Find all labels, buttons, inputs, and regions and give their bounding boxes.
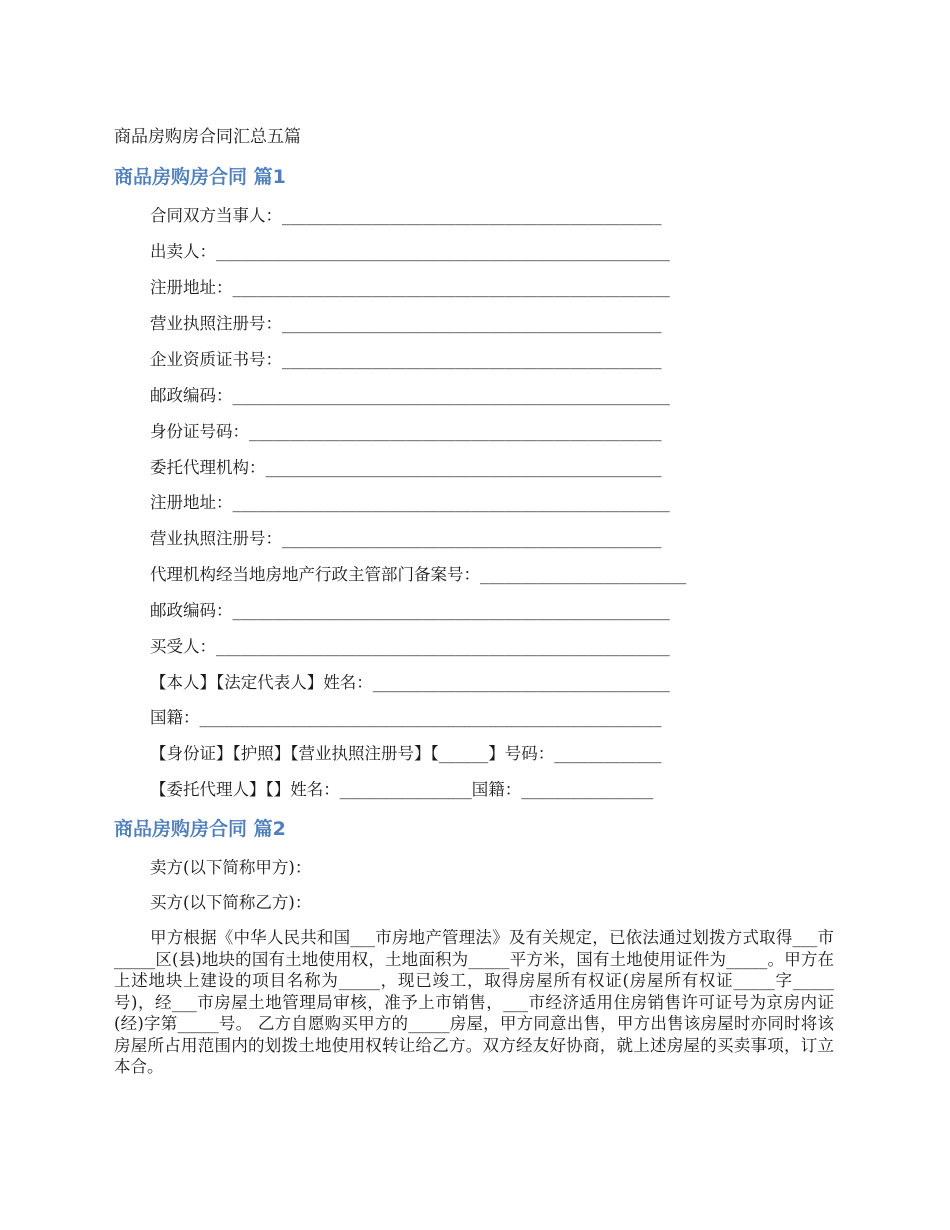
party-line-buyer: 买方(以下简称乙方)： (150, 893, 312, 912)
form-line-qualification-cert: 企业资质证书号：______________________________________________ (150, 350, 662, 369)
document-title: 商品房购房合同汇总五篇 (114, 127, 301, 147)
form-line-agency-postal-code: 邮政编码：_____________________________________________________ (150, 601, 670, 620)
contract-paragraph: 甲方根据《中华人民共和国___市房地产管理法》及有关规定，已依法通过划拨方式取得___市_____区(县)地块的国有土地使用权，土地面积为_____平方米，国有土地使用证件为_____。甲方在上述地块上建设的项目名称为_____，现已竣工，取得房屋所有权证(房屋所有权证_____字_____号)，经___市房屋土地管理局审核，准予上市销售，___市经济适用住房销售许可证号为京房内证(经)字第_____号。 乙方自愿购买甲方的_____房屋，甲方同意出售，甲方出售该房屋时亦同时将该房屋所占用范围内的划拨土地使用权转让给乙方。双方经友好协商，就上述房屋的买卖事项，订立本合。 (114, 928, 834, 1076)
section-heading-2: 商品房购房合同 篇2 (114, 818, 286, 840)
section-heading-1: 商品房购房合同 篇1 (114, 166, 286, 188)
party-line-seller: 卖方(以下简称甲方)： (150, 858, 312, 877)
form-line-business-license: 营业执照注册号：______________________________________________ (150, 314, 662, 333)
form-line-postal-code: 邮政编码：_____________________________________________________ (150, 386, 670, 405)
form-line-buyer: 买受人：_______________________________________________________ (150, 637, 670, 656)
form-line-seller: 出卖人：_______________________________________________________ (150, 242, 670, 261)
form-line-agency: 委托代理机构：________________________________________________ (150, 458, 662, 477)
form-line-agency-license: 营业执照注册号：______________________________________________ (150, 529, 662, 548)
form-line-id-number: 身份证号码：__________________________________________________ (150, 422, 662, 441)
form-line-agency-address: 注册地址：_____________________________________________________ (150, 493, 670, 512)
form-line-buyer-name: 【本人】【法定代表人】姓名：____________________________________ (150, 673, 670, 692)
form-line-id-type: 【身份证】【护照】【营业执照注册号】【______】号码：_____________ (150, 744, 662, 763)
form-line-registered-address: 注册地址：_____________________________________________________ (150, 278, 670, 297)
form-line-agency-record: 代理机构经当地房地产行政主管部门备案号：_________________________ (150, 565, 687, 584)
form-line-nationality: 国籍：________________________________________________________ (150, 708, 662, 727)
form-line-agent: 【委托代理人】【】姓名：________________国籍：________________ (150, 780, 654, 799)
form-line-parties: 合同双方当事人：______________________________________________ (150, 206, 662, 225)
